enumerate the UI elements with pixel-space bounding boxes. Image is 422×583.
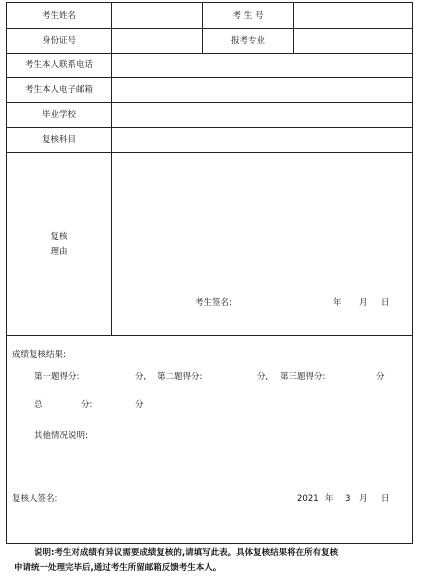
instructions-line-2: 申请统一处理完毕后,通过考生所留邮箱反馈考生本人。 [14,563,222,573]
name-label: 考生姓名 [41,11,76,21]
result-title: 成绩复核结果: [12,350,66,360]
email-label: 考生本人电子邮箱 [24,85,93,95]
subject-field[interactable] [112,128,412,152]
total-label: 总 [34,400,43,410]
reviewer-signature-label: 复核人签名: [12,494,58,504]
reason-text-area[interactable] [112,153,412,293]
candidate-signature-label: 考生签名: [195,298,232,308]
review-month-value: 3 [345,494,351,504]
subject-label: 复核科目 [41,135,76,145]
review-year-label: 年 [325,494,334,504]
instructions-line-1: 说明:考生对成绩有异议需要成绩复核的,请填写此表。具体复核结果将在所有复核 [34,548,339,558]
id-card-field[interactable] [112,29,202,53]
review-year-value: 2021 [297,494,319,504]
reason-label-line2: 理由 [50,247,68,257]
email-field[interactable] [112,78,412,102]
q2-score-label: 第二题得分: [157,372,203,382]
sign-month-label: 月 [359,298,368,308]
other-notes-label: 其他情况说明: [34,431,88,441]
q3-score-unit: 分 [376,372,385,382]
row-divider [7,335,412,336]
school-label: 毕业学校 [41,110,76,120]
candidate-number-field[interactable] [294,4,412,28]
sign-year-label: 年 [333,298,342,308]
q2-score-unit: 分, [257,372,269,382]
q1-score-label: 第一题得分: [34,372,80,382]
name-field[interactable] [112,4,202,28]
phone-field[interactable] [112,54,412,77]
reason-label-line1: 复核 [50,232,68,242]
total-unit: 分 [135,400,144,410]
total-label-suffix: 分: [81,400,93,410]
q3-score-label: 第三题得分: [280,372,326,382]
school-field[interactable] [112,103,412,127]
major-field[interactable] [294,29,412,53]
major-label: 报考专业 [230,36,265,46]
q1-score-unit: 分, [135,372,147,382]
phone-label: 考生本人联系电话 [24,60,93,70]
review-day-label: 日 [381,494,390,504]
id-card-label: 身份证号 [41,36,76,46]
review-application-form [6,2,413,544]
sign-day-label: 日 [381,298,390,308]
review-month-label: 月 [359,494,368,504]
form-instructions [14,546,409,576]
candidate-number-label: 考 生 号 [232,11,264,21]
